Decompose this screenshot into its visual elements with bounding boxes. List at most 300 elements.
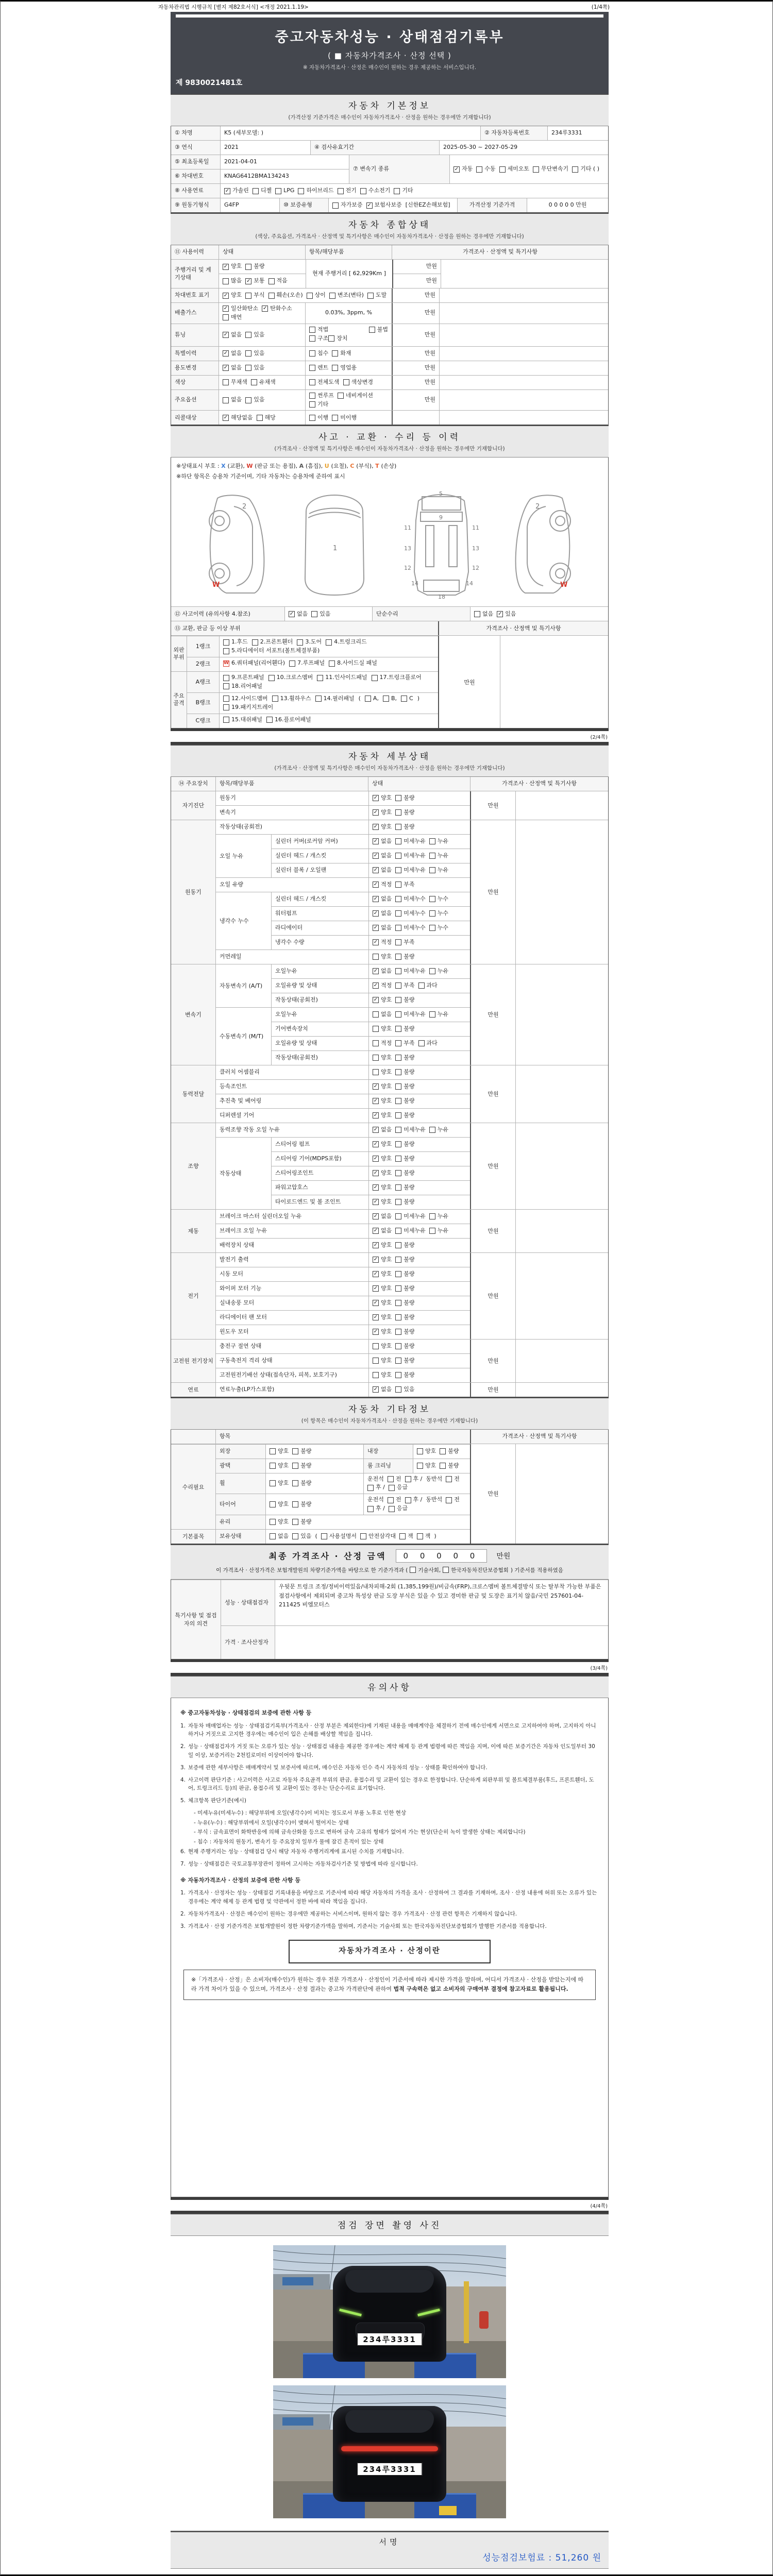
checkbox[interactable] bbox=[395, 1112, 414, 1120]
checkbox[interactable] bbox=[418, 1040, 438, 1047]
checkbox[interactable] bbox=[372, 674, 422, 682]
checkbox[interactable] bbox=[395, 838, 426, 845]
checkbox[interactable] bbox=[395, 1314, 414, 1321]
checkbox[interactable] bbox=[292, 1448, 311, 1455]
checkbox[interactable] bbox=[268, 277, 288, 285]
car-windshield bbox=[345, 2410, 434, 2433]
overall-row-state bbox=[219, 303, 305, 324]
checkbox[interactable] bbox=[395, 1328, 414, 1336]
checkbox[interactable] bbox=[270, 1533, 289, 1540]
checkbox[interactable] bbox=[395, 895, 426, 903]
checkbox[interactable] bbox=[474, 611, 493, 618]
checkbox[interactable] bbox=[440, 1448, 459, 1455]
inspection-photo-rear bbox=[273, 2385, 506, 2518]
checkbox-box bbox=[395, 1083, 401, 1090]
checkbox-box bbox=[307, 293, 313, 299]
checkbox[interactable] bbox=[446, 1496, 460, 1504]
section-title: 유의사항 bbox=[367, 1682, 412, 1693]
checkbox[interactable] bbox=[309, 379, 340, 386]
checkbox[interactable] bbox=[395, 953, 414, 961]
checkbox[interactable] bbox=[395, 996, 414, 1004]
checkbox[interactable] bbox=[395, 1270, 414, 1278]
checkbox-box: ✓ bbox=[373, 1242, 378, 1248]
checkbox[interactable] bbox=[429, 838, 448, 845]
checkbox[interactable] bbox=[395, 1069, 414, 1076]
checkbox[interactable] bbox=[317, 674, 367, 682]
checkbox[interactable] bbox=[366, 201, 402, 209]
checkbox[interactable] bbox=[373, 1097, 392, 1105]
checkbox[interactable] bbox=[373, 1256, 392, 1264]
checkbox[interactable] bbox=[373, 1112, 392, 1120]
checkbox[interactable] bbox=[395, 1126, 426, 1134]
checkbox[interactable] bbox=[394, 187, 413, 195]
checkbox-box bbox=[389, 1506, 395, 1512]
checkbox-label: 양호 bbox=[381, 1357, 392, 1364]
checkbox-label: 색상변경 bbox=[351, 378, 374, 385]
checkbox[interactable] bbox=[367, 1484, 385, 1492]
checkbox[interactable] bbox=[373, 1213, 392, 1221]
checkbox[interactable] bbox=[373, 1011, 392, 1019]
checkbox[interactable] bbox=[373, 1184, 392, 1192]
checkbox[interactable] bbox=[417, 1462, 436, 1470]
checkbox[interactable] bbox=[395, 1025, 414, 1033]
checkbox[interactable] bbox=[365, 695, 379, 703]
checkbox-box bbox=[373, 954, 379, 960]
notice-item-text: 성능 · 상태점검은 국토교통부장관이 정하여 고시하는 자동차검사기준 및 방법에 따라 실시합니다. bbox=[188, 1860, 418, 1867]
repair-item-detail bbox=[363, 1494, 470, 1515]
checkbox[interactable] bbox=[223, 638, 248, 646]
checkbox[interactable] bbox=[395, 1170, 414, 1177]
checkbox[interactable] bbox=[223, 704, 273, 711]
mileage-state-col bbox=[219, 260, 306, 288]
checkbox[interactable] bbox=[245, 263, 264, 270]
checkbox[interactable] bbox=[289, 659, 325, 667]
checkbox[interactable] bbox=[395, 1141, 414, 1148]
checkbox-box bbox=[223, 397, 229, 403]
checkbox[interactable] bbox=[395, 1343, 414, 1350]
overall-row-state bbox=[219, 390, 305, 411]
checkbox[interactable] bbox=[338, 392, 373, 400]
checkbox[interactable] bbox=[270, 1480, 289, 1487]
checkbox[interactable] bbox=[309, 364, 328, 372]
checkbox[interactable] bbox=[373, 1386, 392, 1394]
checkbox[interactable] bbox=[429, 895, 448, 903]
checkbox[interactable] bbox=[373, 1371, 392, 1379]
year-label: ③ 연식 bbox=[171, 141, 220, 155]
device-rows bbox=[215, 820, 470, 964]
rank-items bbox=[219, 672, 438, 692]
checkbox[interactable] bbox=[373, 924, 392, 932]
checkbox[interactable] bbox=[373, 1126, 392, 1134]
checkbox[interactable] bbox=[401, 695, 413, 703]
checkbox[interactable] bbox=[395, 867, 426, 874]
checkbox[interactable] bbox=[389, 1484, 408, 1492]
checkbox[interactable] bbox=[223, 350, 242, 358]
checkbox-box: ✓ bbox=[373, 882, 378, 888]
checkbox[interactable] bbox=[395, 1227, 426, 1235]
checkbox[interactable] bbox=[373, 867, 392, 874]
checkbox[interactable] bbox=[373, 1242, 392, 1249]
checkbox-label: 불량 bbox=[404, 1198, 415, 1205]
checkbox[interactable] bbox=[373, 809, 392, 817]
checkbox[interactable] bbox=[429, 910, 448, 918]
checkbox[interactable] bbox=[373, 1040, 392, 1047]
svg-text:14: 14 bbox=[465, 580, 473, 587]
checkbox[interactable] bbox=[245, 277, 264, 285]
checkbox[interactable] bbox=[395, 1011, 426, 1019]
checkbox[interactable] bbox=[373, 1285, 392, 1293]
checkbox[interactable] bbox=[332, 414, 357, 422]
opinion-label: 특기사항 및 점검자의 의견 bbox=[171, 1580, 221, 1659]
detail-row bbox=[216, 1281, 470, 1296]
checkbox[interactable] bbox=[395, 1054, 414, 1062]
photo-section-band bbox=[171, 2213, 609, 2236]
checkbox[interactable] bbox=[223, 674, 264, 682]
checkbox[interactable] bbox=[383, 695, 397, 703]
checkbox-box: ✓ bbox=[373, 997, 378, 1003]
checkbox[interactable] bbox=[395, 1357, 414, 1365]
checkbox[interactable] bbox=[429, 1011, 448, 1019]
checkbox[interactable] bbox=[373, 1299, 392, 1307]
svg-text:W: W bbox=[560, 581, 567, 589]
mileage-price-1 bbox=[393, 260, 441, 274]
checkbox[interactable] bbox=[395, 939, 414, 946]
checkbox-box bbox=[395, 1156, 401, 1162]
item-a-label: 구동축전지 격리 상태 bbox=[220, 1357, 273, 1364]
checkbox[interactable] bbox=[298, 187, 333, 195]
checkbox-box bbox=[395, 1199, 401, 1205]
checkbox[interactable] bbox=[270, 1518, 289, 1526]
checkbox[interactable] bbox=[373, 895, 392, 903]
checkbox[interactable] bbox=[373, 910, 392, 918]
checkbox[interactable] bbox=[373, 1069, 392, 1076]
checkbox[interactable] bbox=[395, 1083, 414, 1091]
checkbox[interactable] bbox=[453, 165, 473, 173]
checkbox[interactable] bbox=[311, 611, 330, 618]
checkbox[interactable] bbox=[499, 165, 530, 173]
checkbox[interactable] bbox=[373, 982, 392, 990]
checkbox-label: 전 bbox=[454, 1475, 460, 1482]
checkbox[interactable] bbox=[417, 1448, 436, 1455]
overall-row-label: 배출가스 bbox=[171, 303, 219, 324]
warranty-checkboxes bbox=[328, 198, 457, 212]
checkbox[interactable] bbox=[223, 647, 320, 655]
checkbox[interactable] bbox=[315, 695, 355, 703]
checkbox[interactable] bbox=[395, 1040, 414, 1047]
checkbox[interactable] bbox=[395, 823, 414, 831]
text-token: ) bbox=[434, 1533, 436, 1539]
checkbox[interactable] bbox=[292, 1480, 311, 1487]
checkbox[interactable] bbox=[245, 350, 264, 358]
checkbox[interactable] bbox=[272, 695, 311, 703]
checkbox[interactable] bbox=[223, 292, 242, 299]
checkbox-box bbox=[395, 1011, 401, 1018]
checkbox[interactable] bbox=[275, 187, 294, 195]
checkbox[interactable] bbox=[395, 1155, 414, 1163]
checkbox[interactable] bbox=[388, 1496, 401, 1504]
checkbox[interactable] bbox=[395, 968, 426, 975]
checkbox[interactable] bbox=[429, 968, 448, 975]
price-cell: 만원 bbox=[392, 361, 439, 375]
checkbox[interactable] bbox=[223, 331, 242, 339]
checkbox[interactable] bbox=[373, 1343, 392, 1350]
item-a-label: 오일 유량 bbox=[220, 880, 244, 888]
checkbox[interactable] bbox=[429, 1227, 448, 1235]
checkbox-box bbox=[395, 1228, 401, 1234]
checkbox[interactable] bbox=[446, 1476, 460, 1483]
checkbox[interactable] bbox=[292, 1518, 311, 1526]
checkbox-label: 없음 bbox=[381, 1212, 392, 1219]
checkbox[interactable] bbox=[332, 364, 357, 372]
simple-repair-state bbox=[470, 607, 608, 621]
note-blank bbox=[439, 347, 608, 361]
checkbox[interactable] bbox=[329, 659, 377, 667]
checkbox[interactable] bbox=[307, 292, 326, 299]
checkbox[interactable] bbox=[309, 401, 328, 409]
repair-mark-w[interactable] bbox=[223, 659, 285, 667]
checkbox[interactable] bbox=[268, 292, 303, 299]
checkbox[interactable] bbox=[429, 1126, 448, 1134]
checkbox[interactable] bbox=[405, 1496, 423, 1504]
checkbox[interactable] bbox=[292, 1462, 311, 1470]
checkbox[interactable] bbox=[343, 379, 374, 386]
checkbox[interactable] bbox=[395, 1242, 414, 1249]
checkbox[interactable] bbox=[245, 364, 264, 372]
checkbox[interactable] bbox=[253, 187, 272, 195]
checkbox[interactable] bbox=[309, 350, 328, 358]
checkbox[interactable] bbox=[395, 982, 414, 990]
checkbox[interactable] bbox=[429, 852, 448, 860]
checkbox[interactable] bbox=[373, 1270, 392, 1278]
checkbox[interactable] bbox=[443, 1566, 509, 1574]
checkbox[interactable] bbox=[395, 1371, 414, 1379]
checkbox[interactable] bbox=[332, 350, 351, 358]
checkbox[interactable] bbox=[268, 674, 313, 682]
checkbox[interactable] bbox=[332, 201, 363, 209]
checkbox[interactable] bbox=[417, 1533, 431, 1540]
checkbox[interactable] bbox=[373, 852, 392, 860]
checkbox[interactable] bbox=[309, 414, 328, 422]
checkbox[interactable] bbox=[223, 364, 242, 372]
checkbox[interactable] bbox=[395, 1213, 426, 1221]
mileage-state-row-1 bbox=[219, 260, 306, 274]
checkbox-label: 양호 bbox=[381, 808, 392, 816]
checkbox[interactable] bbox=[369, 326, 388, 334]
checkbox[interactable] bbox=[373, 1083, 392, 1091]
checkbox[interactable] bbox=[223, 277, 242, 285]
item-span-block bbox=[216, 964, 470, 1007]
device-note-blank bbox=[515, 820, 608, 964]
checkbox[interactable] bbox=[572, 165, 599, 173]
checkbox[interactable] bbox=[373, 881, 392, 889]
device-note-blank bbox=[515, 964, 608, 1065]
checkbox-label: 미세누유 bbox=[404, 967, 426, 974]
checkbox-label: 양호 bbox=[381, 823, 392, 830]
checkbox[interactable] bbox=[373, 838, 392, 845]
checkbox[interactable] bbox=[395, 794, 414, 802]
checkbox[interactable] bbox=[373, 1025, 392, 1033]
checkbox[interactable] bbox=[395, 1184, 414, 1192]
etc-rows bbox=[171, 1444, 470, 1544]
checkbox-label: 누유 bbox=[437, 866, 449, 873]
checkbox[interactable] bbox=[399, 1533, 413, 1540]
checkbox-box: ✓ bbox=[262, 306, 267, 312]
checkbox[interactable] bbox=[367, 292, 386, 299]
checkbox[interactable] bbox=[270, 1501, 289, 1509]
checkbox[interactable] bbox=[252, 638, 293, 646]
checkbox-label: 있음 bbox=[320, 610, 331, 617]
checkbox[interactable] bbox=[395, 1198, 414, 1206]
title-box bbox=[171, 12, 609, 94]
checkbox-label: 매연 bbox=[231, 313, 242, 320]
checkbox[interactable] bbox=[266, 716, 311, 724]
checkbox[interactable] bbox=[223, 379, 247, 386]
repair-item-label: 타이어 bbox=[216, 1494, 265, 1515]
checkbox[interactable] bbox=[326, 638, 367, 646]
checkbox[interactable] bbox=[309, 335, 328, 343]
overall-header-row bbox=[171, 245, 608, 259]
checkbox[interactable] bbox=[429, 867, 448, 874]
checkbox[interactable] bbox=[289, 611, 308, 618]
checkbox[interactable] bbox=[373, 823, 392, 831]
detail-sub-row bbox=[272, 964, 470, 978]
overall-row bbox=[171, 389, 608, 411]
checkbox[interactable] bbox=[223, 695, 268, 703]
checkbox[interactable] bbox=[292, 1533, 311, 1540]
checkbox[interactable] bbox=[395, 1256, 414, 1264]
checkbox[interactable] bbox=[309, 326, 328, 334]
checkbox[interactable] bbox=[373, 953, 392, 961]
checkbox[interactable] bbox=[360, 1533, 396, 1540]
checkbox[interactable] bbox=[373, 996, 392, 1004]
device-note-blank bbox=[515, 1253, 608, 1339]
checkbox-box bbox=[338, 393, 344, 399]
checkbox[interactable] bbox=[497, 611, 516, 618]
checkbox[interactable] bbox=[395, 1285, 414, 1293]
checkbox[interactable] bbox=[429, 924, 448, 932]
checkbox-box bbox=[373, 1372, 379, 1378]
checkbox[interactable] bbox=[395, 1299, 414, 1307]
note-blank bbox=[441, 260, 608, 288]
checkbox[interactable] bbox=[223, 305, 258, 313]
checkbox[interactable] bbox=[373, 1141, 392, 1148]
checkbox[interactable] bbox=[373, 1314, 392, 1321]
item-state bbox=[368, 1224, 470, 1238]
checkbox-box: ✓ bbox=[373, 1257, 378, 1263]
checkbox[interactable] bbox=[410, 1566, 441, 1574]
checkbox[interactable] bbox=[245, 396, 264, 404]
checkbox[interactable] bbox=[223, 314, 242, 321]
checkbox[interactable] bbox=[373, 794, 392, 802]
checkbox[interactable] bbox=[373, 1170, 392, 1177]
basic-items-rows bbox=[215, 1530, 470, 1544]
checkbox[interactable] bbox=[338, 187, 357, 195]
notice-item bbox=[180, 1722, 599, 1739]
checkbox[interactable] bbox=[395, 910, 426, 918]
checkbox[interactable] bbox=[224, 187, 249, 195]
checkbox[interactable] bbox=[245, 331, 264, 339]
checkbox[interactable] bbox=[440, 1462, 459, 1470]
holding-state-label: 보유상태 bbox=[216, 1530, 265, 1544]
section-title: 자동차 기타정보 bbox=[348, 1404, 431, 1415]
checkbox[interactable] bbox=[395, 809, 414, 817]
item-b-label: 실린더 헤드 / 개스킷 bbox=[275, 852, 327, 859]
checkbox[interactable] bbox=[373, 1227, 392, 1235]
checkbox[interactable] bbox=[389, 1505, 408, 1513]
checkbox-label: 누수 bbox=[437, 924, 449, 931]
checkbox[interactable] bbox=[429, 1213, 448, 1221]
checkbox[interactable] bbox=[373, 1328, 392, 1336]
law-reference: 자동차관리법 시행규칙 [별지 제82호서식] <개정 2021.1.19> bbox=[158, 4, 309, 10]
checkbox[interactable] bbox=[373, 1357, 392, 1365]
detail-row bbox=[216, 1123, 470, 1137]
checkbox[interactable] bbox=[533, 165, 568, 173]
checkbox[interactable] bbox=[373, 1198, 392, 1206]
checkbox-label: 전기 bbox=[345, 187, 357, 194]
legend-code: U bbox=[324, 463, 331, 470]
checkbox[interactable] bbox=[395, 852, 426, 860]
checkbox[interactable] bbox=[373, 1054, 392, 1062]
checkbox[interactable] bbox=[270, 1448, 289, 1455]
checkbox[interactable] bbox=[373, 1155, 392, 1163]
checkbox[interactable] bbox=[257, 414, 276, 422]
checkbox[interactable] bbox=[367, 1505, 385, 1513]
checkbox[interactable] bbox=[245, 292, 264, 299]
checkbox[interactable] bbox=[223, 396, 242, 404]
checkbox-label: LPG bbox=[283, 187, 295, 194]
checkbox[interactable] bbox=[262, 305, 292, 313]
detail-header-row bbox=[171, 777, 608, 791]
detail-sub-row bbox=[272, 835, 470, 849]
checkbox[interactable] bbox=[405, 1476, 423, 1483]
checkbox[interactable] bbox=[297, 638, 322, 646]
checkbox[interactable] bbox=[292, 1501, 311, 1509]
checkbox[interactable] bbox=[321, 1533, 357, 1540]
checkbox[interactable] bbox=[329, 292, 364, 299]
checkbox[interactable] bbox=[223, 716, 262, 724]
checkbox-box bbox=[373, 1026, 379, 1032]
checkbox-label: 누수 bbox=[437, 895, 449, 902]
checkbox[interactable] bbox=[328, 335, 347, 343]
checkbox[interactable] bbox=[395, 924, 426, 932]
checkbox[interactable] bbox=[418, 982, 438, 990]
legend-code: T bbox=[375, 463, 381, 470]
checkbox[interactable] bbox=[223, 414, 253, 422]
checkbox-label: 자가보증 bbox=[341, 201, 363, 209]
checkbox[interactable] bbox=[395, 1386, 414, 1394]
checkbox[interactable] bbox=[270, 1462, 289, 1470]
checkbox[interactable] bbox=[476, 165, 495, 173]
text-token: 동반석 bbox=[426, 1496, 443, 1503]
notice-item-number: 6. bbox=[180, 1849, 186, 1855]
checkbox[interactable] bbox=[373, 968, 392, 975]
item-a-label: 윈도우 모터 bbox=[220, 1328, 249, 1335]
checkbox-label: 불량 bbox=[404, 1371, 415, 1378]
checkbox[interactable] bbox=[251, 379, 276, 386]
detail-row bbox=[216, 1267, 470, 1281]
checkbox[interactable] bbox=[223, 683, 262, 690]
checkbox[interactable] bbox=[223, 263, 242, 270]
note-blank bbox=[439, 390, 608, 411]
checkbox[interactable] bbox=[395, 881, 414, 889]
checkbox[interactable] bbox=[309, 392, 334, 400]
checkbox[interactable] bbox=[360, 187, 391, 195]
checkbox[interactable] bbox=[395, 1097, 414, 1105]
checkbox-label: 양호 bbox=[381, 1270, 392, 1277]
detail-row bbox=[216, 877, 470, 892]
checkbox[interactable] bbox=[388, 1476, 401, 1483]
checkbox[interactable] bbox=[373, 939, 392, 946]
